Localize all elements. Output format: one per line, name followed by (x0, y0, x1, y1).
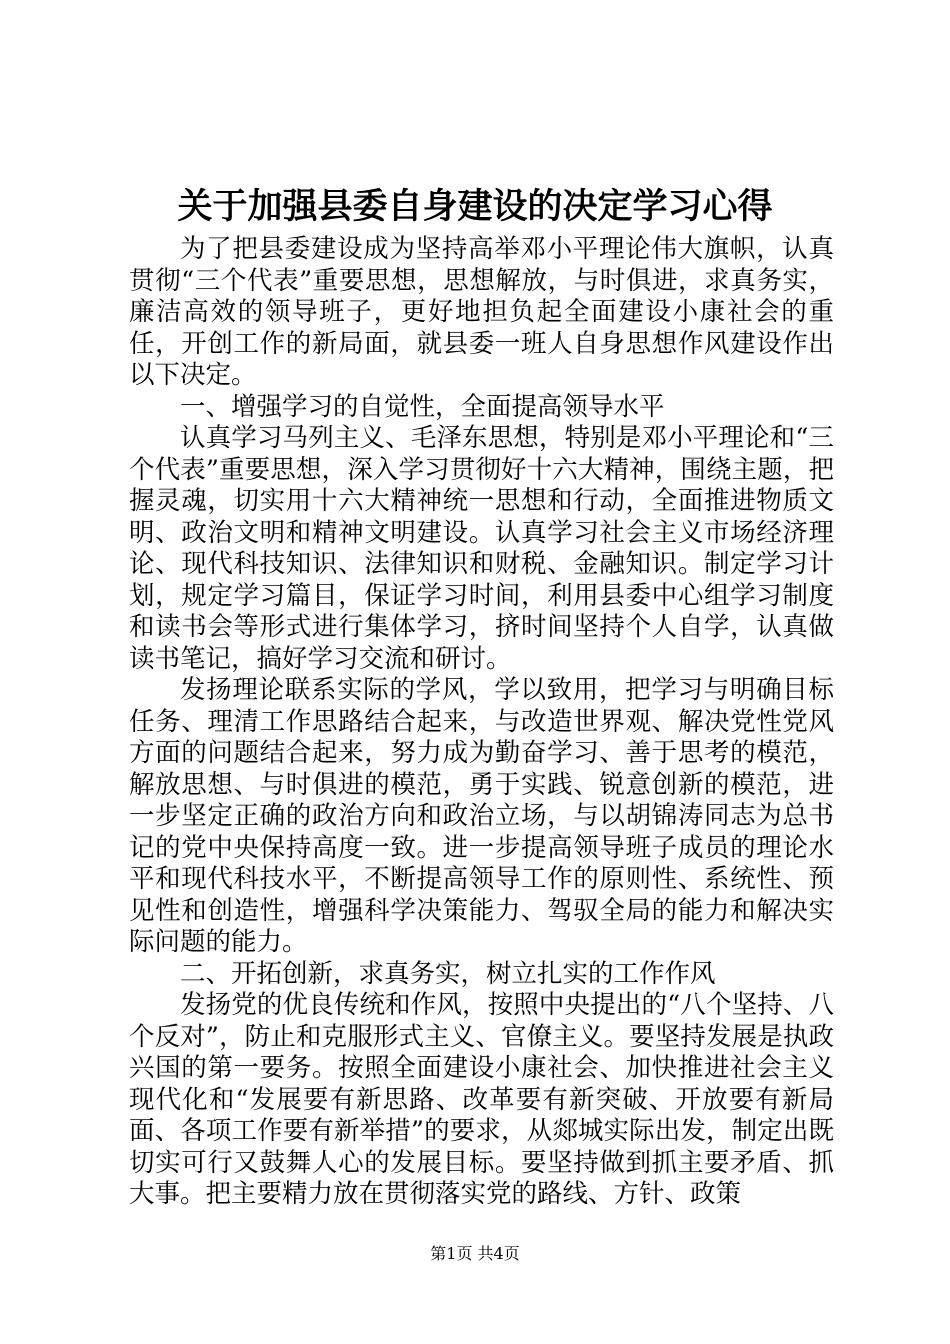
section-heading-2: 二、开拓创新，求真务实，树立扎实的工作作风 (180, 958, 716, 989)
document-body (129, 234, 834, 1211)
paragraph-theory-practice: 发扬理论联系实际的学风，学以致用，把学习与明确目标任务、理清工作思路结合起来，与改造世界观、解决党性党风方面的问题结合起来，努力成为勤奋学习、善于思考的模范，解放思想、与时俱进的模范，勇于实践、锐意创新的模范，进一步坚定正确的政治方向和政治立场，与以胡锦涛同志为总书记的党中央保持高度一致。进一步提高领导班子成员的理论水平和现代科技水平，不断提高领导工作的原则性、系统性、预见性和创造性，增强科学决策能力、驾驭全局的能力和解决实际问题的能力。 (129, 675, 834, 957)
document-title: 关于加强县委自身建设的决定学习心得 (177, 186, 773, 227)
paragraph-work-style: 发扬党的优良传统和作风，按照中央提出的“八个坚持、八个反对”，防止和克服形式主义、官僚主义。要坚持发展是执政兴国的第一要务。按照全面建设小康社会、加快推进社会主义现代化和“发展要有新思路、改革要有新突破、开放要有新局面、各项工作要有新举措”的要求，从郯城实际出发，制定出既切实可行又鼓舞人心的发展目标。要坚持做到抓主要矛盾、抓大事。把主要精力放在贯彻落实党的路线、方针、政策 (129, 990, 834, 1209)
page-number: 第1页 共4页 (430, 1244, 520, 1263)
paragraph-intro: 为了把县委建设成为坚持高举邓小平理论伟大旗帜，认真贯彻“三个代表”重要思想，思想解放，与时俱进，求真务实，廉洁高效的领导班子，更好地担负起全面建设小康社会的重任，开创工作的新局面，就县委一班人自身思想作风建设作出以下决定。 (129, 234, 834, 390)
paragraph-study: 认真学习马列主义、毛泽东思想，特别是邓小平理论和“三个代表”重要思想，深入学习贯彻好十六大精神，围绕主题，把握灵魂，切实用十六大精神统一思想和行动，全面推进物质文明、政治文明和精神文明建设。认真学习社会主义市场经济理论、现代科技知识、法律知识和财税、金融知识。制定学习计划，规定学习篇目，保证学习时间，利用县委中心组学习制度和读书会等形式进行集体学习，挤时间坚持个人自学，认真做读书笔记，搞好学习交流和研讨。 (129, 423, 834, 674)
section-heading-1: 一、增强学习的自觉性，全面提高领导水平 (180, 391, 665, 422)
